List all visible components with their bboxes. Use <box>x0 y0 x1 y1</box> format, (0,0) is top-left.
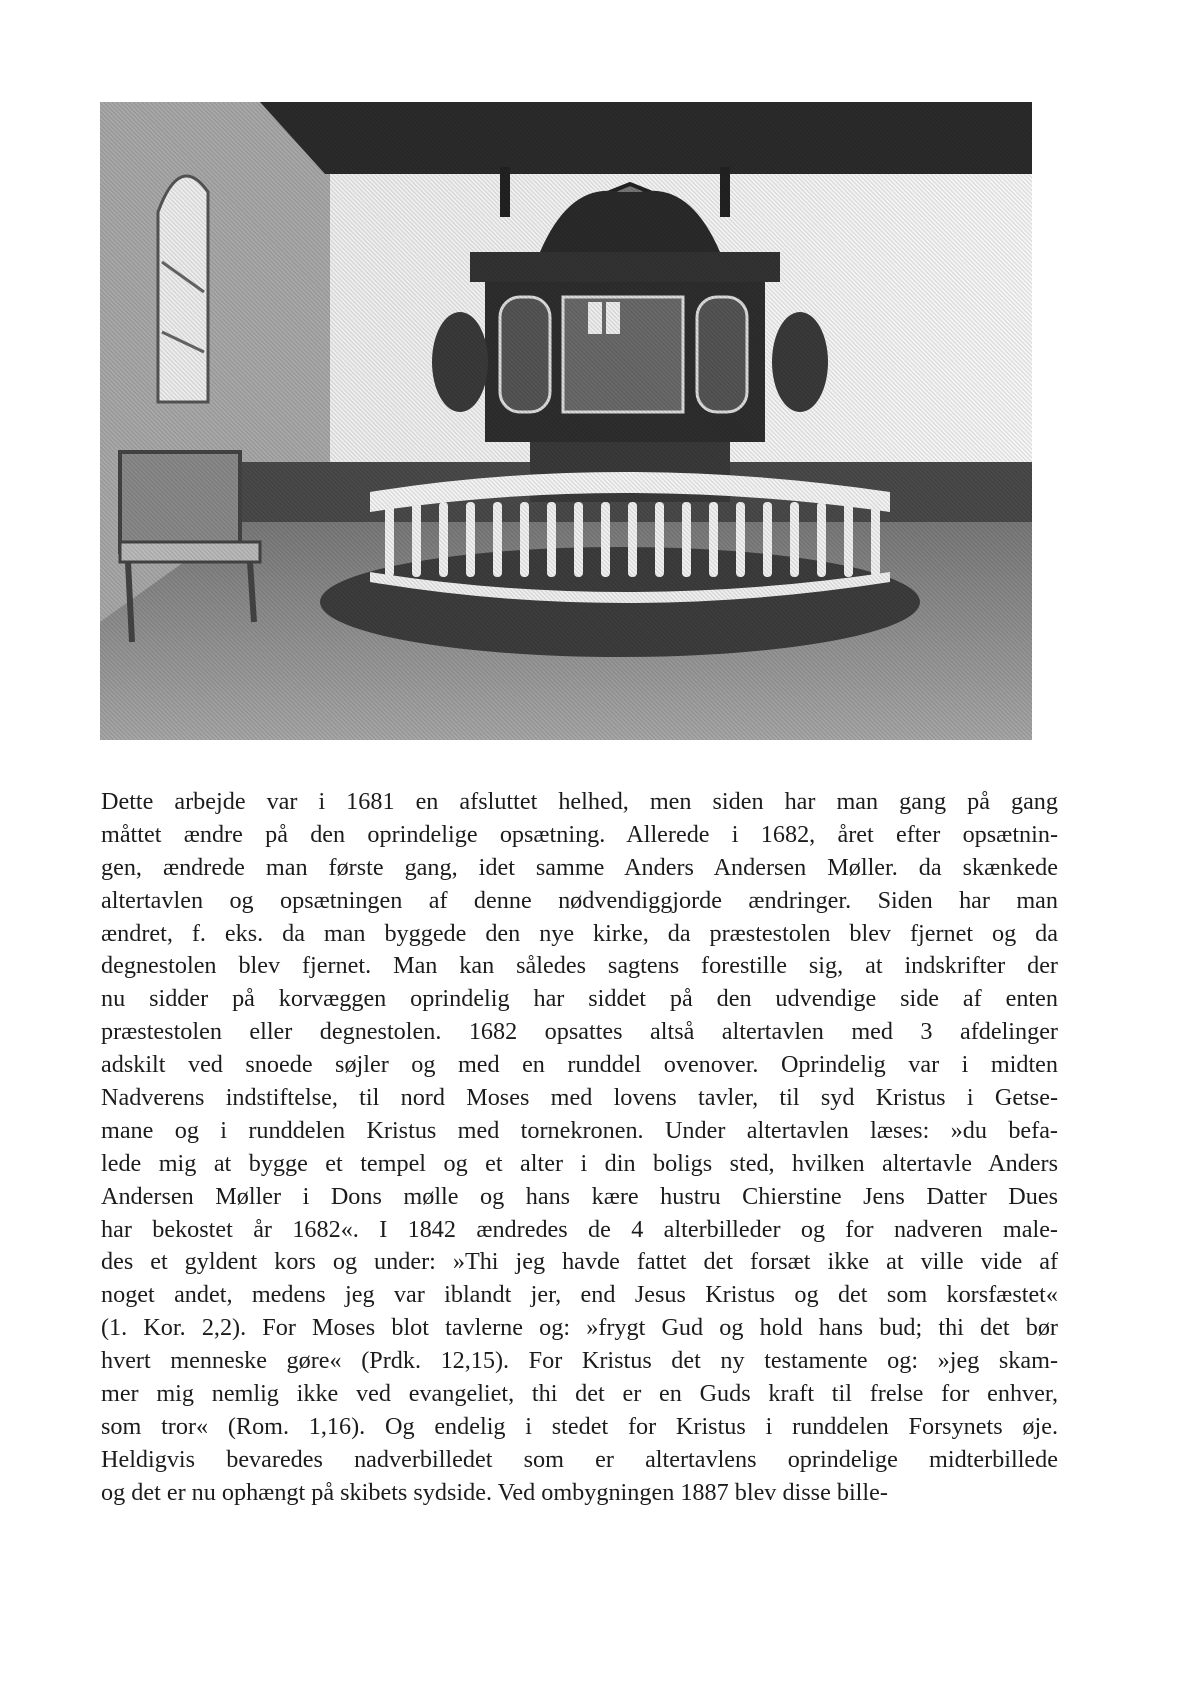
text-line: degnestolen blev fjernet. Man kan således sagtens forestille sig, at indskrifter der <box>101 952 1058 980</box>
text-line: gen, ændrede man første gang, idet samme Anders Andersen Møller. da skænkede <box>101 853 1058 881</box>
text-line: noget andet, medens jeg var iblandt jer, end Jesus Kristus og det som korsfæstet« <box>101 1281 1058 1309</box>
text-line: Nadverens indstiftelse, til nord Moses med lovens tavler, til syd Kristus i Getse- <box>101 1084 1058 1112</box>
text-line: adskilt ved snoede søjler og med en runddel ovenover. Oprindelig var i midten <box>101 1051 1058 1079</box>
text-line: og det er nu ophængt på skibets sydside. Ved ombygningen 1887 blev disse bille- <box>101 1478 888 1506</box>
body-text <box>101 786 1058 1510</box>
text-line: præstestolen eller degnestolen. 1682 opsattes altså altertavlen med 3 afdelinger <box>101 1018 1058 1046</box>
text-line: lede mig at bygge et tempel og et alter i din boligs sted, hvilken altertavle Anders <box>101 1149 1058 1177</box>
text-line: har bekostet år 1682«. I 1842 ændredes de 4 alterbilleder og for nadveren male- <box>101 1215 1058 1243</box>
text-line: des et gyldent kors og under: »Thi jeg havde fattet det forsæt ikke at ville vide af <box>101 1248 1058 1276</box>
text-line: måttet ændre på den oprindelige opsætning. Allerede i 1682, året efter opsætnin- <box>101 820 1058 848</box>
text-line: som tror« (Rom. 1,16). Og endelig i stedet for Kristus i runddelen Forsynets øje. <box>101 1412 1058 1440</box>
altarpiece-photo <box>100 102 1032 740</box>
text-line: Andersen Møller i Dons mølle og hans kære hustru Chierstine Jens Datter Dues <box>101 1182 1058 1210</box>
text-line: mane og i runddelen Kristus med tornekronen. Under altertavlen læses: »du befa- <box>101 1116 1058 1144</box>
text-line: (1. Kor. 2,2). For Moses blot tavlerne og: »frygt Gud og hold hans bud; thi det bør <box>101 1314 1058 1342</box>
text-line: Heldigvis bevaredes nadverbilledet som er altertavlens oprindelige midterbillede <box>101 1445 1058 1473</box>
text-line: altertavlen og opsætningen af denne nødvendiggjorde ændringer. Siden har man <box>101 886 1058 914</box>
text-line: hvert menneske gøre« (Prdk. 12,15). For Kristus det ny testamente og: »jeg skam- <box>101 1347 1058 1375</box>
text-line: Dette arbejde var i 1681 en afsluttet helhed, men siden har man gang på gang <box>101 788 1058 815</box>
text-line: mer mig nemlig ikke ved evangeliet, thi det er en Guds kraft til frelse for enhver, <box>101 1380 1058 1408</box>
text-line: ændret, f. eks. da man byggede den nye kirke, da præstestolen blev fjernet og da <box>101 919 1058 947</box>
text-line: nu sidder på korvæggen oprindelig har siddet på den udvendige side af enten <box>101 985 1058 1013</box>
